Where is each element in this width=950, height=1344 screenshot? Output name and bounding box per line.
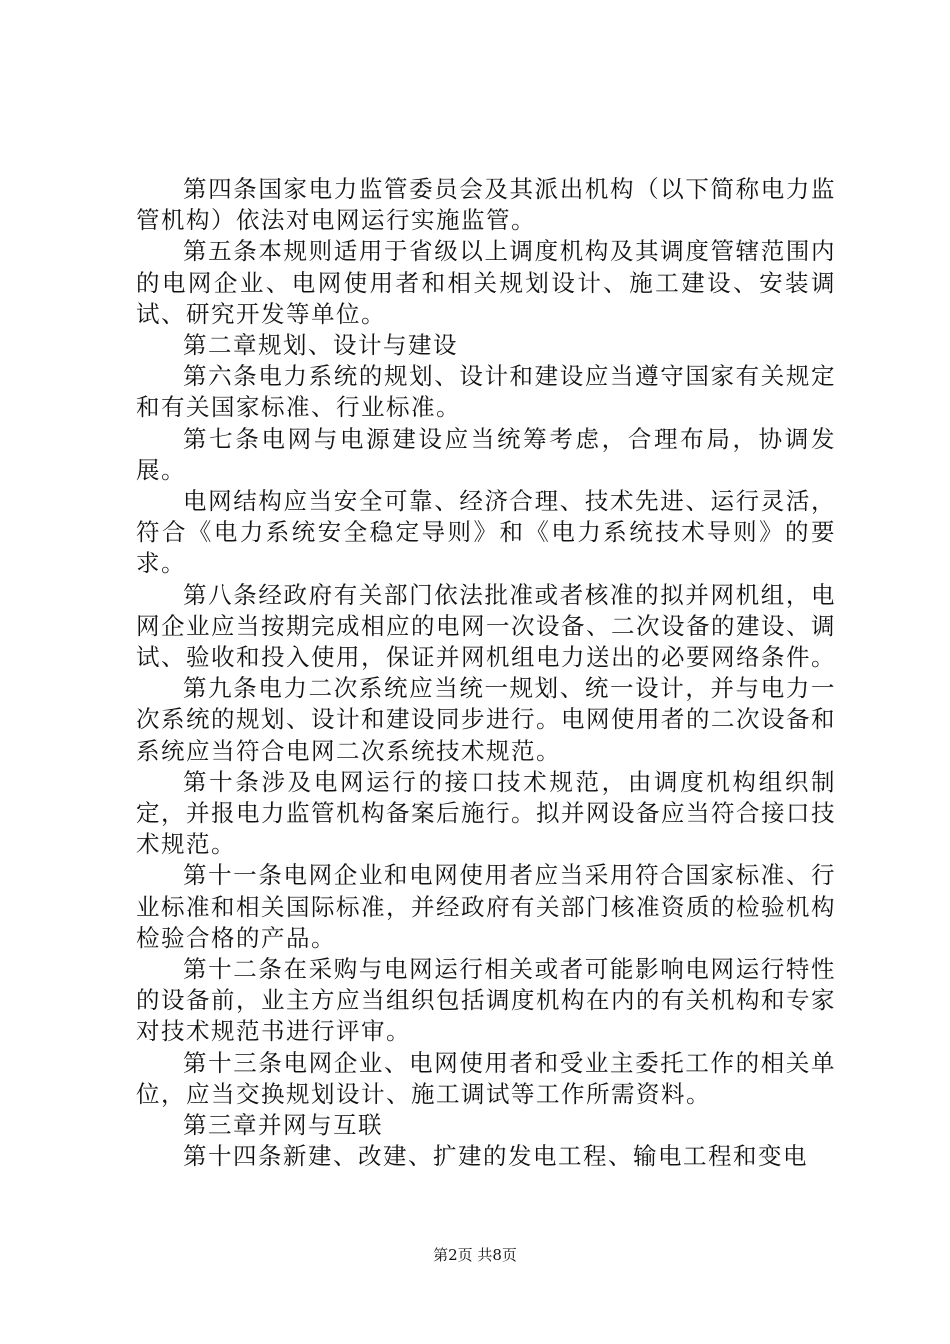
paragraph-article-11: 第十一条电网企业和电网使用者应当采用符合国家标准、行业标准和相关国际标准，并经政府有关部门核准资质的检验机构检验合格的产品。 <box>136 861 836 952</box>
page-footer <box>0 1245 950 1265</box>
paragraph-article-5: 第五条本规则适用于省级以上调度机构及其调度管辖范围内的电网企业、电网使用者和相关规划设计、施工建设、安装调试、研究开发等单位。 <box>136 237 836 328</box>
paragraph-article-14: 第十四条新建、改建、扩建的发电工程、输电工程和变电 <box>183 1142 808 1171</box>
paragraph-article-6: 第六条电力系统的规划、设计和建设应当遵守国家有关规定和有关国家标准、行业标准。 <box>136 362 836 422</box>
chapter-heading-2: 第二章规划、设计与建设 <box>183 331 458 360</box>
document-body <box>136 174 836 1173</box>
paragraph-article-10: 第十条涉及电网运行的接口技术规范，由调度机构组织制定，并报电力监管机构备案后施行。拟并网设备应当符合接口技术规范。 <box>136 767 836 859</box>
paragraph-article-12: 第十二条在采购与电网运行相关或者可能影响电网运行特性的设备前，业主方应当组织包括调度机构在内的有关机构和专家对技术规范书进行评审。 <box>136 955 836 1046</box>
paragraph-article-8: 第八条经政府有关部门依法批准或者核准的拟并网机组，电网企业应当按期完成相应的电网一次设备、二次设备的建设、调试、验收和投入使用，保证并网机组电力送出的必要网络条件。 <box>136 580 836 672</box>
chapter-heading-3: 第三章并网与互联 <box>183 1111 383 1140</box>
paragraph-grid-structure: 电网结构应当安全可靠、经济合理、技术先进、运行灵活，符合《电力系统安全稳定导则》和《电力系统技术导则》的要求。 <box>136 487 836 578</box>
paragraph-article-7: 第七条电网与电源建设应当统筹考虑，合理布局，协调发展。 <box>136 424 836 484</box>
paragraph-article-13: 第十三条电网企业、电网使用者和受业主委托工作的相关单位，应当交换规划设计、施工调试等工作所需资料。 <box>136 1048 836 1108</box>
paragraph-article-4: 第四条国家电力监管委员会及其派出机构（以下简称电力监管机构）依法对电网运行实施监管。 <box>136 175 836 235</box>
paragraph-article-9: 第九条电力二次系统应当统一规划、统一设计，并与电力一次系统的规划、设计和建设同步进行。电网使用者的二次设备和系统应当符合电网二次系统技术规范。 <box>136 674 836 765</box>
page-number-label: 第2页 共8页 <box>433 1246 517 1264</box>
